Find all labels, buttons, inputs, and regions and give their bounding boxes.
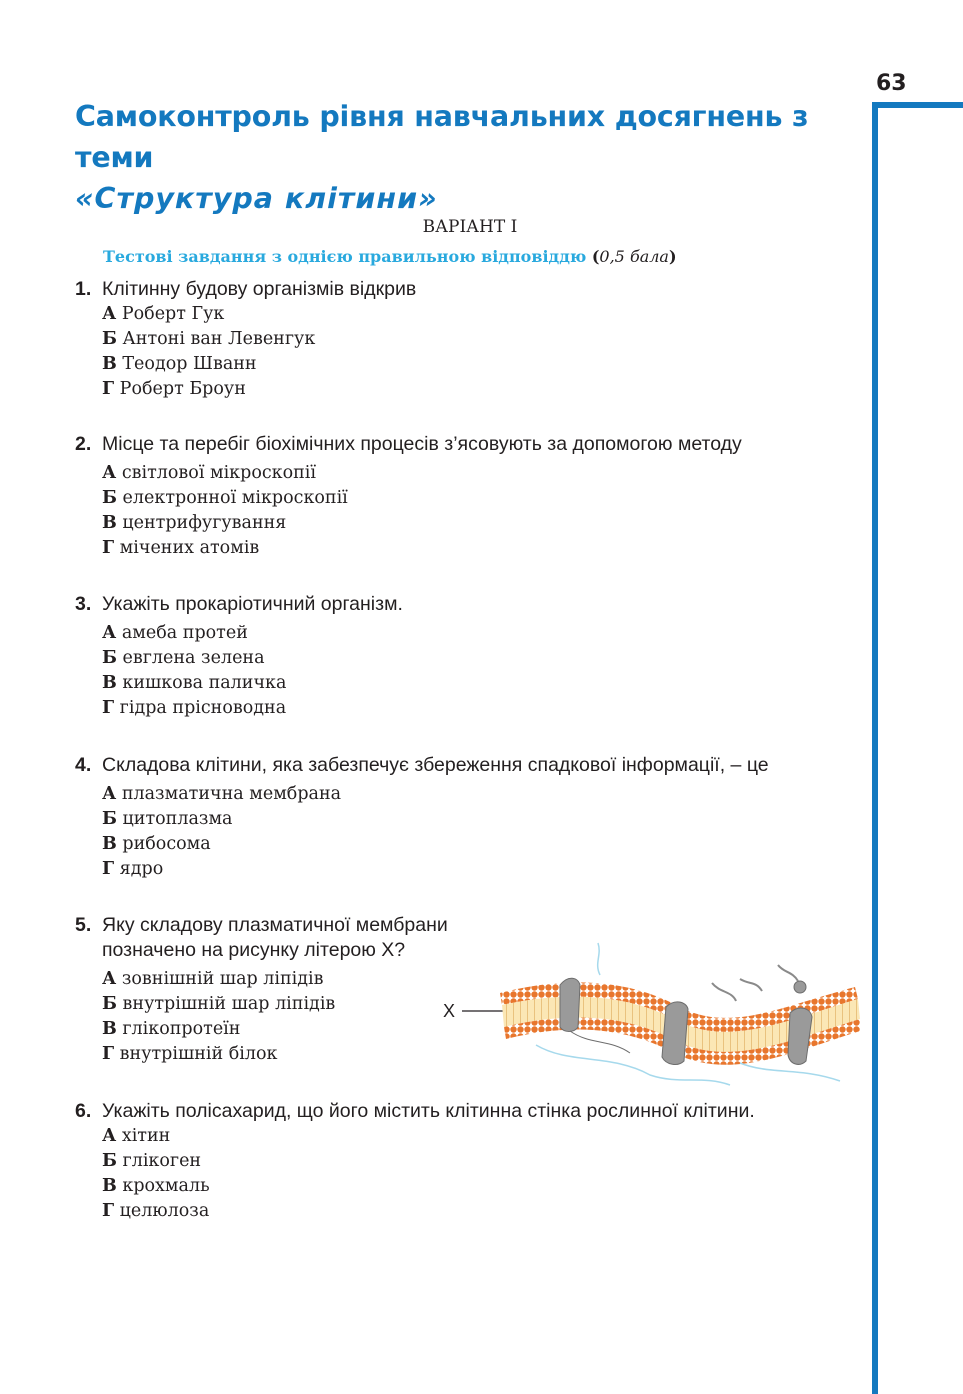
membrane-protein — [560, 978, 580, 1031]
answer-option: Б евглена зелена — [102, 648, 265, 668]
instructions-text: Тестові завдання з однією правильною відповіддю — [103, 247, 587, 266]
answer-option: А Роберт Гук — [102, 304, 225, 324]
title-line-1: Самоконтроль рівня навчальних досягнень з теми — [75, 100, 809, 174]
question-5 — [75, 913, 495, 1067]
answer-option: Г внутрішній білок — [102, 1044, 278, 1064]
instructions: Тестові завдання з однією правильною відповіддю (0,5 бала) — [103, 247, 677, 266]
question-number: 1. — [75, 278, 92, 300]
membrane-protein — [662, 1002, 688, 1065]
question-number: 3. — [75, 593, 92, 615]
peripheral-protein — [794, 981, 806, 993]
question-text-line-1: Яку складову плазматичної мембрани — [102, 914, 448, 936]
answer-option: А хітин — [102, 1126, 171, 1146]
answer-option: Г Роберт Броун — [102, 379, 246, 399]
glycoprotein-chain — [712, 983, 736, 1001]
question-text: Укажіть полісахарид, що його містить клітинна стінка рослинної клітини. — [102, 1100, 755, 1122]
glycoprotein-chain — [740, 979, 762, 991]
answer-option: В Теодор Шванн — [102, 354, 257, 374]
answer-option: В крохмаль — [102, 1176, 210, 1196]
question-2 — [75, 432, 865, 561]
answer-option: А плазматична мембрана — [102, 784, 342, 804]
answer-option: В рибосома — [102, 834, 211, 854]
question-text — [102, 913, 495, 963]
glycoprotein-chain — [778, 965, 798, 981]
question-text: Складова клітини, яка забезпечує збереження спадкової інформації, – це — [102, 754, 769, 776]
answer-option: Г гідра прісноводна — [102, 698, 287, 718]
answer-option: В центрифугування — [102, 513, 287, 533]
figure-label-x: Х — [443, 1001, 456, 1021]
question-4 — [75, 753, 865, 882]
answer-option: Б електронної мікроскопії — [102, 488, 348, 508]
membrane-protein — [788, 1008, 812, 1064]
answer-option: Г мічених атомів — [102, 538, 260, 558]
question-6 — [75, 1099, 865, 1224]
instructions-points: 0,5 бала — [599, 247, 669, 266]
protein-filament — [570, 1031, 630, 1053]
cytoskeleton-filament — [740, 1063, 840, 1081]
question-text: Місце та перебіг біохімічних процесів з’ясовують за допомогою методу — [102, 433, 742, 455]
answer-option: А зовнішній шар ліпідів — [102, 969, 324, 989]
question-number: 5. — [75, 914, 92, 936]
page-edge-bar-top — [872, 102, 963, 108]
page-title — [75, 96, 865, 219]
question-number: 4. — [75, 754, 92, 776]
question-number: 2. — [75, 433, 92, 455]
answer-option: А світлової мікроскопії — [102, 463, 316, 483]
question-1 — [75, 277, 865, 402]
title-line-2: «Структура клітини» — [75, 182, 438, 215]
answer-option: Б Антоні ван Левенгук — [102, 329, 316, 349]
question-3 — [75, 592, 865, 721]
variant-heading: ВАРІАНТ І — [422, 217, 518, 237]
membrane-illustration — [440, 935, 860, 1095]
page-number: 63 — [876, 71, 907, 96]
answer-option: Б внутрішній шар ліпідів — [102, 994, 336, 1014]
answer-option: В кишкова паличка — [102, 673, 287, 693]
answer-option: А амеба протей — [102, 623, 248, 643]
answer-option: Б глікоген — [102, 1151, 202, 1171]
question-number: 6. — [75, 1100, 92, 1122]
question-text: Клітинну будову організмів відкрив — [102, 278, 417, 300]
question-text: Укажіть прокаріотичний організм. — [102, 593, 403, 615]
answer-option: Г целюлоза — [102, 1201, 210, 1221]
glycocalyx-chain — [598, 943, 600, 975]
question-text-line-2: позначено на рисунку літерою Х? — [102, 939, 406, 961]
answer-option: В глікопротеїн — [102, 1019, 241, 1039]
answer-option: Б цитоплазма — [102, 809, 233, 829]
page-edge-bar-side — [872, 102, 878, 1394]
answer-option: Г ядро — [102, 859, 164, 879]
